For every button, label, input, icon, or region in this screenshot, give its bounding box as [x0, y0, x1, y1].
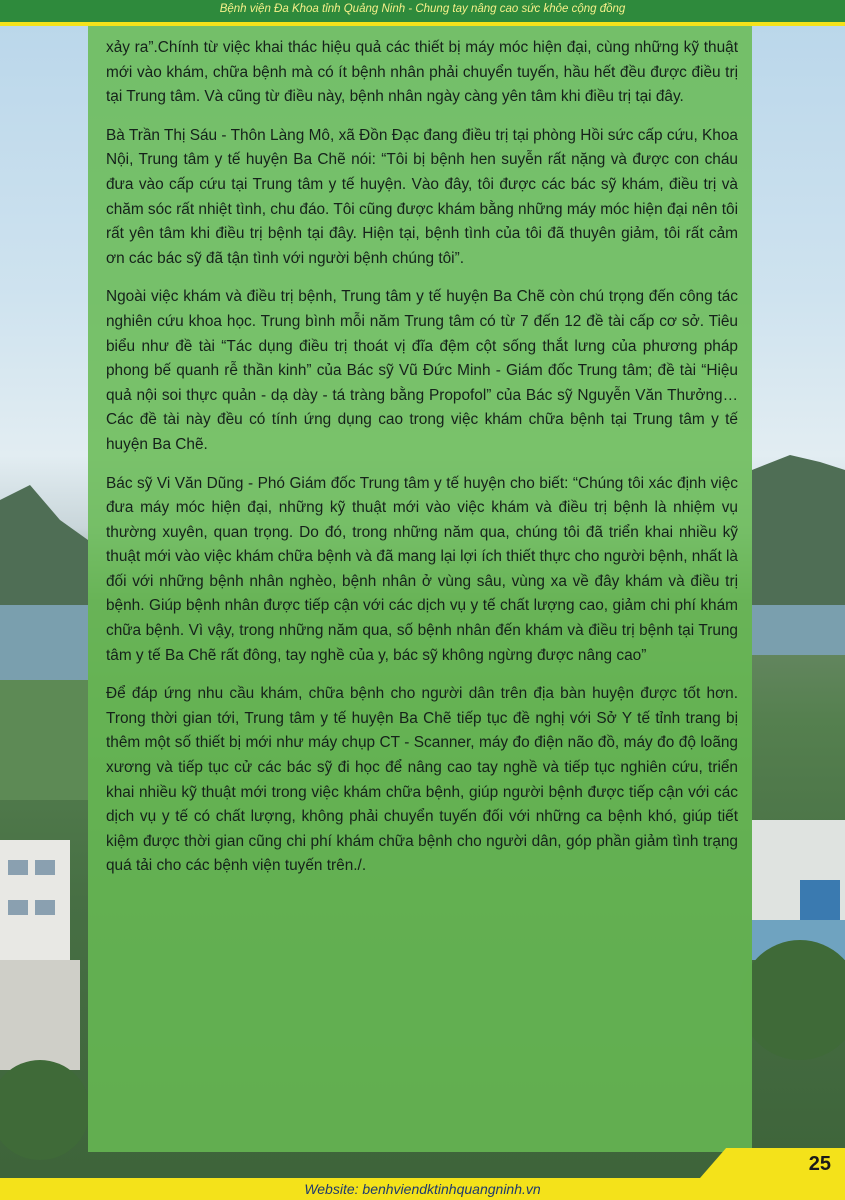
article-paragraph: Bà Trần Thị Sáu - Thôn Làng Mô, xã Đồn Đạc đang điều trị tại phòng Hồi sức cấp cứu, Khoa Nội, Trung tâm y tế huyện Ba Chẽ nói: “Tôi bị bệnh hen suyễn rất nặng và được con cháu đưa vào cấp cứu tại Trung tâm y tế huyện. Vào đây, tôi được các bác sỹ khám, điều trị và chăm sóc rất nhiệt tình, chu đáo. Tôi cũng được khám bằng những máy móc hiện đại nên tôi rất yên tâm khi điều trị bệnh tại đây. Hiện tại, bệnh tình của tôi đã thuyên giảm, tôi rất cảm ơn các bác sỹ đã tận tình với người bệnh chúng tôi”.	[106, 126, 738, 267]
footer-website: Website: benhviendktinhquangninh.vn	[304, 1181, 541, 1197]
article-body	[106, 36, 738, 893]
header-title: Bệnh viện Đa Khoa tỉnh Quảng Ninh - Chung tay nâng cao sức khỏe cộng đồng	[219, 3, 626, 15]
page-number: 25	[808, 1153, 831, 1175]
article-paragraph: Để đáp ứng nhu cầu khám, chữa bệnh cho người dân trên địa bàn huyện được tốt hơn. Trong thời gian tới, Trung tâm y tế huyện Ba Chẽ tiếp tục đề nghị với Sở Y tế tỉnh trang bị thêm một số thiết bị mới như máy chụp CT - Scanner, máy đo điện não đồ, máy đo độ loãng xương và tiếp tục cử các bác sỹ đi học để nâng cao tay nghề và tiếp tục nghiên cứu, triển khai nhiều kỹ thuật mới trong việc khám chữa bệnh, giúp người bệnh được tiếp cận với các dịch vụ y tế có chất lượng, không phải chuyển tuyến đối với những ca bệnh khó, giúp tiết kiệm được thời gian cũng chi phí khám chữa bệnh cho người dân, góp phần giảm tình trạng quá tải cho các bệnh viện tuyến trên./.	[106, 685, 738, 875]
article-paragraph: Ngoài việc khám và điều trị bệnh, Trung tâm y tế huyện Ba Chẽ còn chú trọng đến công tác nghiên cứu khoa học. Trung bình mỗi năm Trung tâm có từ 7 đến 12 đề tài cấp cơ sở. Tiêu biểu như đề tài “Tác dụng điều trị thoát vị đĩa đệm cột sống thắt lưng của phương pháp phong bế quanh rễ thần kinh” của Bác sỹ Vũ Đức Minh - Giám đốc Trung tâm; đề tài “Hiệu quả nội soi thực quản - dạ dày - tá tràng bằng Propofol” của Bác sỹ Nguyễn Văn Thưởng…Các đề tài này đều có tính ứng dụng cao trong việc khám chữa bệnh tại Trung tâm y tế huyện Ba Chẽ.	[106, 288, 738, 453]
article-paragraph: Bác sỹ Vi Văn Dũng - Phó Giám đốc Trung tâm y tế huyện cho biết: “Chúng tôi xác định việc đưa máy móc hiện đại, những kỹ thuật mới vào việc khám và điều trị bệnh là nhiệm vụ thường xuyên, quan trọng. Do đó, trong những năm qua, chúng tôi đã triển khai nhiều kỹ thuật mới vào việc khám chữa bệnh và đã mang lại lợi ích thiết thực cho người bệnh, nhất là đối với những bệnh nhân nghèo, bệnh nhân ở vùng sâu, vùng xa về đây khám và điều trị bệnh. Giúp bệnh nhân được tiếp cận với các dịch vụ y tế chất lượng cao, giảm chi phí khám chữa bệnh. Vì vậy, trong những năm qua, số bệnh nhân đến khám và điều trị bệnh tại Trung tâm y tế Ba Chẽ rất đông, tay nghề của y, bác sỹ không ngừng được nâng cao”	[106, 474, 738, 664]
article-paragraph: xảy ra”.Chính từ việc khai thác hiệu quả các thiết bị máy móc hiện đại, cùng những kỹ thuật mới vào khám, chữa bệnh mà có ít bệnh nhân phải chuyển tuyến, hầu hết đều được điều trị tại Trung tâm. Và cũng từ điều này, bệnh nhân ngày càng yên tâm khi điều trị tại đây.	[106, 39, 738, 106]
